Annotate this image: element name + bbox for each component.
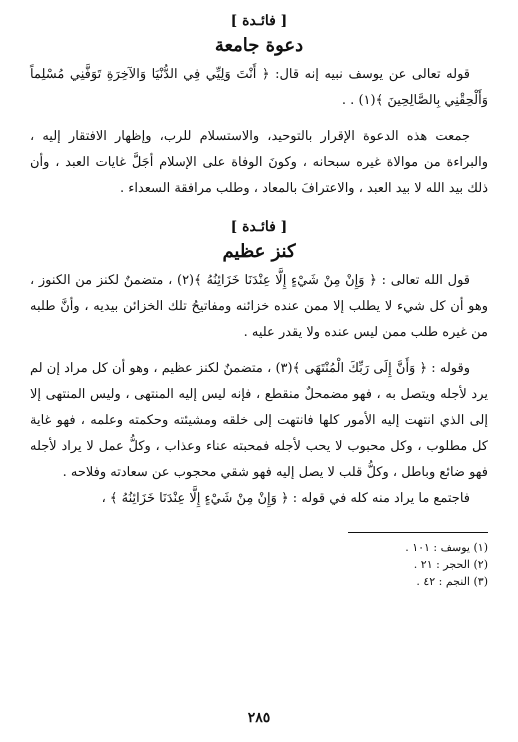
footnote: (١) يوسف : ١٠١ .	[405, 541, 488, 554]
section-label: [ فائـدة ]	[230, 219, 288, 235]
paragraph: فاجتمع ما يراد منه كله في قوله : ﴿ وَإِنْ مِنْ شَيْءٍ إِلَّا عِنْدَنَا خَزَائِنُهُ ﴾ ،	[101, 491, 470, 506]
footnotes	[30, 539, 488, 590]
section-label: [ فائـدة ]	[230, 13, 288, 29]
paragraph: قول الله تعالى : ﴿ وَإِنْ مِنْ شَيْءٍ إِلَّا عِنْدَنَا خَزَائِنُهُ ﴾(٢) ، متضمنٌ لكنز من الكنوز ، وهو أن كل شيء لا يطلب إلا ممن عنده خزائنه ومفاتيحُ تلك الخزائن بيديه ، وأنَّ طلبه من غيره طلب ممن ليس عنده ولا يقدر عليه .	[30, 273, 488, 340]
footnote-divider	[348, 532, 488, 533]
section	[30, 216, 488, 512]
page-number: ٢٨٥	[247, 710, 271, 726]
paragraph: قوله تعالى عن يوسف نبيه إنه قال: ﴿ أَنْتَ وَلِيِّي فِي الدُّنْيَا وَالآخِرَةِ تَوَفَّنِي مُسْلِماً وَأَلْحِقْنِي بِالصَّالِحِينَ ﴾(١) . .	[30, 67, 488, 108]
paragraph: جمعت هذه الدعوة الإقرار بالتوحيد، والاستسلام للرب، وإظهار الافتقار إليه ، والبراءة من موالاة غيره سبحانه ، وكونَ الوفاة على الإسلام أجَلَّ غايات العبد ، وأن ذلك بيد الله لا بيد العبد ، والاعترافَ بالمعاد ، وطلب مرافقة السعداء .	[30, 129, 488, 196]
section-title: دعوة جامعة	[214, 35, 304, 56]
section-title: كنز عظيم	[222, 241, 296, 262]
footnote: (٣) النجم : ٤٢ .	[416, 575, 488, 588]
paragraph: وقوله : ﴿ وَأَنَّ إِلَى رَبِّكَ الْمُنْتَهَى ﴾(٣) ، متضمنٌ لكنز عظيم ، وهو أن كل مراد إن لم يرد لأجله ويتصل به ، فهو مضمحلٌ منقطع ، فإنه ليس إليه المنتهى ، وليس المنتهى إلا إلى الذي انتهت إليه الأمور كلها فانتهت إلى خلقه ومشيئته وحكمته وعلمه ، فهو غاية كل مطلوب ، وكل محبوب لا يحب لأجله فمحبته عناء وعذاب ، وكلُّ عمل لا يراد لأجله فهو ضائع وباطل ، وكلُّ قلب لا يصل إليه فهو شقي محجوب عن سعادته وفلاحه .	[30, 361, 488, 480]
footnote: (٢) الحجر : ٢١ .	[413, 558, 488, 571]
